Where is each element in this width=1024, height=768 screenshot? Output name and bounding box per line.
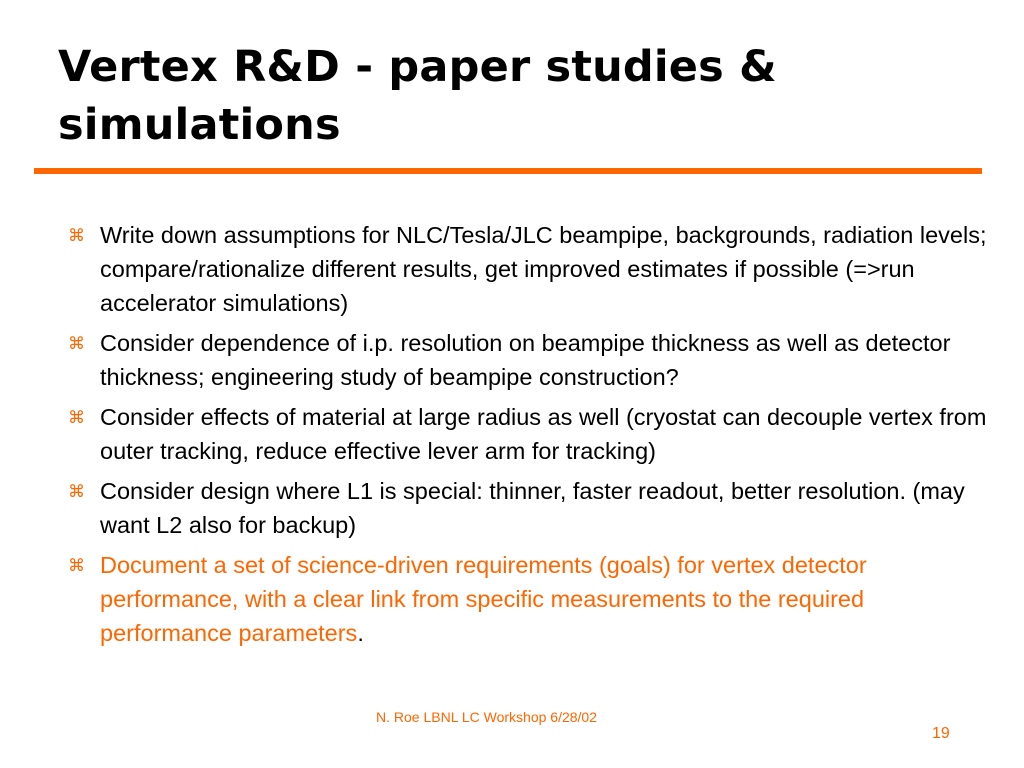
bullet-item (58, 474, 988, 542)
command-icon: ⌘ (68, 334, 85, 354)
bullet-item-highlighted (58, 548, 988, 650)
command-icon: ⌘ (68, 226, 85, 246)
bullet-text: Consider dependence of i.p. resolution on beampipe thickness as well as detector thickness; engineering study of beampipe construction? (100, 330, 951, 390)
bullet-text: Consider effects of material at large radius as well (cryostat can decouple vertex from outer tracking, reduce effective lever arm for tracking) (100, 404, 987, 464)
command-icon: ⌘ (68, 408, 85, 428)
title-divider (34, 168, 982, 174)
bullet-suffix: . (357, 620, 364, 646)
command-icon: ⌘ (68, 482, 85, 502)
slide-footer: N. Roe LBNL LC Workshop 6/28/02 (376, 709, 598, 725)
bullet-list (58, 218, 988, 656)
bullet-text: Write down assumptions for NLC/Tesla/JLC beampipe, backgrounds, radiation levels; compare/rationalize different results, get improved estimates if possible (=>run accelerator simulations) (100, 222, 987, 316)
bullet-text: Consider design where L1 is special: thinner, faster readout, better resolution. (may want L2 also for backup) (100, 478, 965, 538)
bullet-item (58, 218, 988, 320)
bullet-item (58, 400, 988, 468)
slide-number: 19 (932, 725, 950, 742)
bullet-text: Document a set of science-driven requirements (goals) for vertex detector performance, with a clear link from specific measurements to the required performance parameters (100, 552, 867, 646)
bullet-item (58, 326, 988, 394)
slide-title: Vertex R&D - paper studies & simulations (58, 42, 777, 150)
command-icon: ⌘ (68, 556, 85, 576)
